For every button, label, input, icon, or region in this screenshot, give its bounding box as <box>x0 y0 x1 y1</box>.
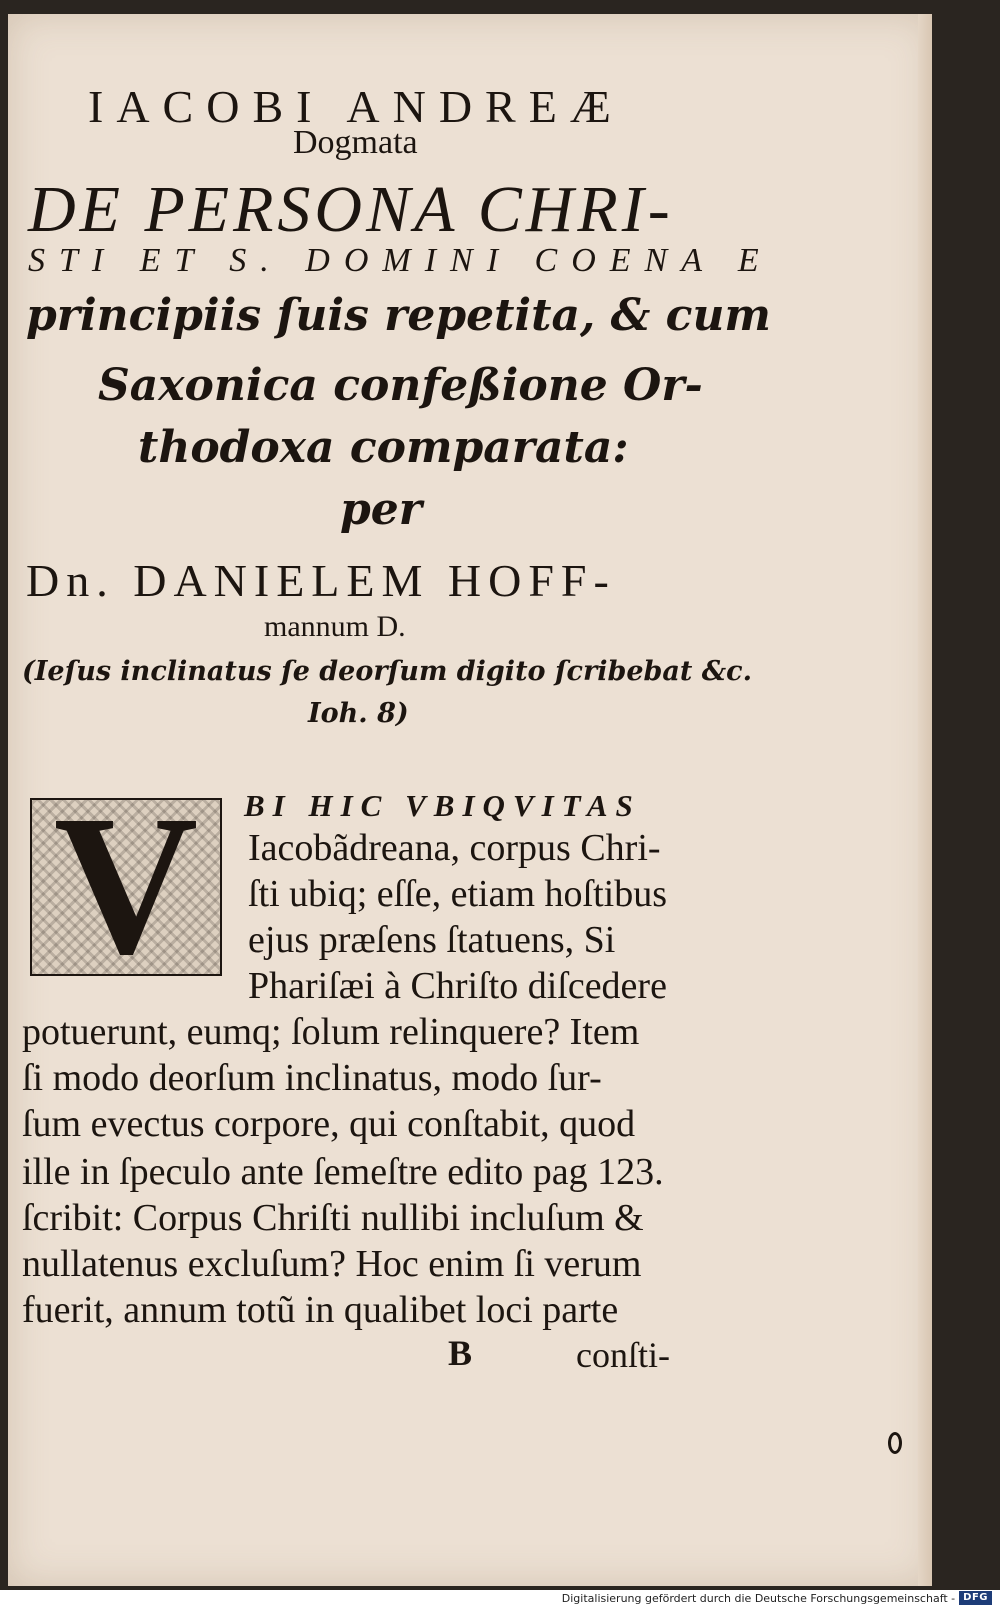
body-line: ſti ubiq; eſſe, etiam hoſtibus <box>248 873 668 915</box>
title-author: IACOBI ANDREÆ <box>88 81 624 132</box>
title-author-name: Dn. DANIELEM HOFF- <box>26 555 616 606</box>
title-dogmata: Dogmata <box>293 124 418 161</box>
title-italic-line-1: principiis ſuis repetita, & cum <box>26 290 771 341</box>
body-line: Iacobãdreana, corpus Chri- <box>248 827 661 869</box>
margin-mark <box>888 1432 902 1454</box>
title-italic-line-2: Saxonica confeßione Or- <box>98 360 703 411</box>
book-page <box>8 14 932 1586</box>
title-author-name-cont: mannum D. <box>264 610 406 643</box>
title-subline: STI ET S. DOMINI COENA E <box>28 242 773 279</box>
body-line: ille in ſpeculo ante ſemeſtre edito pag 123. <box>22 1151 664 1193</box>
body-line: ejus præſens ſtatuens, Si <box>248 919 616 961</box>
page-edge <box>918 14 932 1586</box>
body-line: potuerunt, eumq; ſolum relinquere? Item <box>22 1011 640 1053</box>
body-line: fuerit, annum totũ in qualibet loci parte <box>22 1289 619 1331</box>
signature-mark: B <box>448 1333 473 1373</box>
footer-credit: Digitalisierung gefördert durch die Deutsche Forschungsgemeinschaft - <box>561 1591 956 1605</box>
body-line: Phariſæi à Chriſto diſcedere <box>248 965 667 1007</box>
decorated-initial <box>30 775 222 996</box>
dfg-logo: DFG <box>959 1591 992 1605</box>
initial-letter: V <box>53 775 199 996</box>
body-line: ſum evectus corpore, qui conſtabit, quod <box>22 1103 636 1145</box>
motto-line-2: Ioh. 8) <box>308 698 409 729</box>
body-line: ſi modo deorſum inclinatus, modo ſur- <box>22 1057 602 1099</box>
body-line: ſcribit: Corpus Chriſti nullibi incluſum & <box>22 1197 644 1239</box>
digitization-footer <box>562 1590 992 1606</box>
title-italic-line-3: thodoxa comparata: <box>138 422 629 473</box>
catchword: conſti- <box>576 1335 670 1375</box>
body-line: nullatenus excluſum? Hoc enim ſi verum <box>22 1243 642 1285</box>
title-main: DE PERSONA CHRI- <box>28 173 674 246</box>
title-per: per <box>340 484 422 535</box>
lead-in-text: BI HIC VBIQVITAS <box>244 788 641 823</box>
motto-line-1: (Ieſus inclinatus ſe deorſum digito ſcribebat &c. <box>22 656 753 687</box>
